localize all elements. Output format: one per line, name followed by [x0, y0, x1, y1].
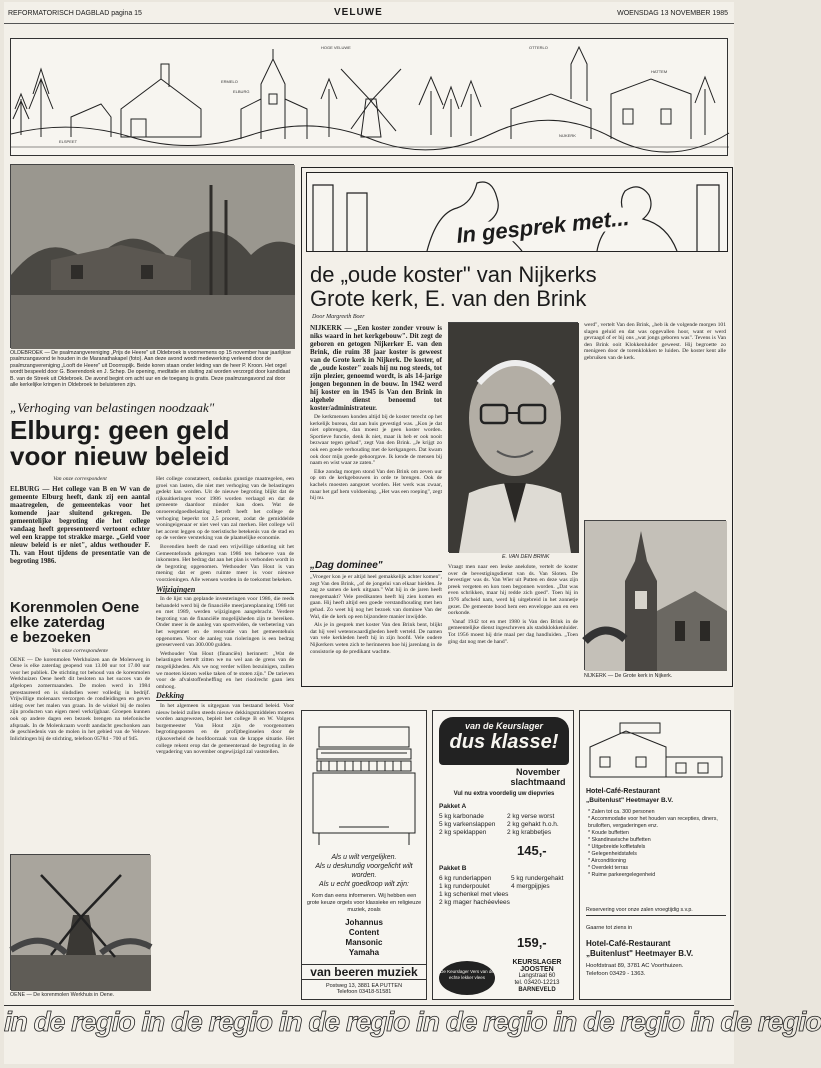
banner-caption-5: NIJKERK	[559, 133, 576, 138]
gesprek-byline: Door Margreeth Boer	[312, 314, 365, 320]
orgel-drawing	[309, 717, 419, 847]
banner-caption-2: OTTERLO	[529, 45, 548, 50]
hotel-feature-6: * Airconditioning	[588, 858, 626, 864]
hotel-name-4: „Buitenlust" Heetmayer B.V.	[586, 949, 694, 958]
keurslager-badge: van de Keurslager	[464, 721, 544, 731]
pakket-a-item-2: 2 kg speklappen	[439, 829, 487, 836]
hotel-buitenlust-ad	[579, 710, 731, 1000]
dag-dominee-subhead: „Dag dominee"	[310, 560, 442, 572]
elburg-column-2	[156, 476, 294, 996]
korenmolen-photo-drawing	[11, 855, 151, 991]
oldebroek-caption: OLDEBROEK — De psalmzangvereniging „Prijs de Heere" uit Oldebroek is voornemens op 15 november haar jaarlijkse psalmzangavond te houden in de Maranathakapel (foto). Aan deze avond wordt medewerking verleend door de psalmzangvereniging „Looft de Heere" uit Doornspijk. Beide koren staan onder leiding van de heer P. Kroon. Het orgel wordt bespeeld door G. Boerendonk en J. Schep. De opening, meditatie en sluiting zal worden verzorgd door kandidaat B. van de Streek uit Oldebroek. De avond begint om acht uur en de toegang is gratis. Deze psalmzangavond zal door alle kerkelijke kringen in Oldebroek te beluisteren zijn.	[10, 350, 291, 389]
page-header	[4, 2, 734, 24]
elburg-col2-p5: In het algemeen is uitgegaan van bestaand beleid. Voor nieuw beleid zullen steeds nieuwe dekkingsmiddelen moeten worden aangewezen, bepleit het college B en W. Volgens burgemeester Van Hout zijn de voorgenomen begrotingsposten en de profijtbeginselen door de rijksoverheid de hoofdoorzaak van de krappe situatie. Het college rekent erop dat de gemeenteraad de begroting in de vergadering van november ongewijzigd zal vaststellen.	[156, 703, 294, 756]
gesprek-col2-p1: werd", vertelt Van den Brink, „heb ik de volgende morgen 101 slagen geluid en dat was opgevallen hoor, want er werd gevraagd of er bij ons „wat jongs geboren was". Tevens is Van den Brink ooit Klokkenluider geweest. Hij begroette zo menigeen door de torenklokken te luiden. De koster kent alle gebruiken van de kerk.	[584, 322, 726, 361]
pakket-b-item-5: 4 mergpijpjes	[511, 883, 550, 890]
banner-caption-6: HATTEM	[651, 69, 668, 74]
pakket-b-item-4: 5 kg rundergehakt	[511, 875, 564, 882]
in-de-regio-strip	[4, 1005, 821, 1037]
elburg-byline: Van onze correspondent	[53, 476, 107, 482]
orgel-phone: Telefoon 03418-51581	[336, 989, 392, 995]
pakket-a-item-1: 5 kg varkenslappen	[439, 821, 496, 828]
orgel-body: Kom dan eens informeren. Wij hebben een grote keuze orgels voor klassieke en religieuze muziek, zoals	[306, 893, 422, 913]
hotel-address: Hoofdstraat 89, 3781 AC Voorthuizen.	[586, 963, 684, 969]
pakket-a-item-0: 5 kg karbonade	[439, 813, 484, 820]
gesprek-column-2b	[448, 564, 578, 682]
hotel-name-3: Hotel-Café-Restaurant	[586, 939, 671, 948]
gesprek-headline-1: de „oude koster" van Nijkerks	[310, 262, 597, 287]
banner-drawing	[11, 39, 729, 157]
korenmolen-byline: Van onze correspondente	[51, 648, 109, 654]
gesprek-col2-p3: Vanaf 1942 tot en met 1980 is Van den Brink in de gemeentelijke dienst ingeschreven als stadsklokkenluider. Tot 1956 moest hij drie maal per dag handluiden. „Toen ging dat nog met de hand".	[448, 618, 578, 645]
orgel-slogan-3: Als u echt goedkoop wilt zijn:	[319, 881, 409, 888]
pakket-a-price: 145,-	[517, 843, 547, 858]
elburg-col2-p1: Het college constateert, ondanks gunstige maatregelen, een groei van lasten, die niet met verhoging van de belastingen gedekt kan worden. Uit de nieuwe begroting blijkt dat de rijksuitkeringen voor 1986 worden verlaagd en dat de gemeente daardoor minder kan doen. Wat de onroerendgoedbelasting betreft heeft het college de verhoging beperkt tot 2,5 procent, zodat de gemiddelde woningeigenaar er niet veel van zal merken. Het college wil het accent leggen op de toeristische betekenis van de stad en op de verdere versterking van de plaatselijke economie.	[156, 476, 294, 542]
keurslager-tagline: Vul nu extra voordelig uw diepvries	[453, 791, 555, 797]
hotel-drawing	[586, 717, 726, 781]
keurslager-shop: KEURSLAGER JOOSTEN	[512, 959, 562, 973]
korenmolen-body: OENE — De korenmolen Werkhuizen aan de Molenweg in Oene is elke zaterdag geopend van 13.00 uur tot 17.00 uur voor het publiek. De stichting tot behoud van de korenmolen Werkhuizen Oene heeft dit besloten na het succes van de afgelopen zomermaanden. De molen werd in 1984 gerestaureerd en is sindsdien weer volledig in bedrijf. Vrijwillige molenaars verzorgen de rondleidingen en geven uitleg over het malen van graan. In de winkel bij de molen zijn producten van eigen meel verkrijgbaar. Groepen kunnen ook op andere dagen een bezoek brengen na telefonische afspraak. In de Molenkraam wordt aandacht geschonken aan de geschiedenis van de molen in het gebied van de Veluwe. Inlichtingen bij de stichting, telefoon 05784 - 700 of 945.	[10, 656, 150, 742]
van-beeren-logo: van beeren muziek	[302, 964, 426, 980]
korenmolen-headline-3: e bezoeken	[10, 629, 91, 646]
orgel-brand-2: Mansonic	[345, 938, 383, 947]
elburg-col2-p2: Bovendien heeft de raad een vrijwillige uitkering uit het Gemeentefonds gekregen van 1986 ten behoeve van de inkomsten. Het bedrag dat aan het plan is verbonden wordt in de begroting opgenomen. Wethouder Van Hout is van mening dat er geen ruimte meer is voor nieuwe voorzieningen. Alle wensen worden in de toekomst bekeken.	[156, 543, 294, 583]
orgel-brand-3: Yamaha	[348, 948, 380, 957]
orgel-slogan-2: Als u deskundig voorgelicht wilt worden.	[315, 863, 413, 879]
elburg-col2-p4: Wethouder Van Hout (financiën) herinnert: „Wat de belastingen betreft zitten we nu wel aan de grens van de mogelijkheden. Als we nog verder willen bezuinigen, zullen we moeten kiezen welke taken of te stoten zijn." De tarieven voor de afvalstoffenheffing en het rioolrecht gaan iets omhoog.	[156, 650, 294, 690]
orgel-slogan-1: Als u wilt vergelijken.	[331, 854, 397, 861]
hotel-feature-4: * Uitgebreide koffietafels	[588, 844, 646, 850]
pakket-b-label: Pakket B	[439, 865, 467, 872]
keurslager-city: BARNEVELD	[518, 987, 556, 993]
keurslager-logo: De Keurslager Vers van de echte lekker vlees	[439, 961, 495, 995]
hotel-feature-2: * Koude buffetten	[588, 830, 629, 836]
gesprek-col1-p4: Als je in gesprek met koster Van den Brink bent, blijkt dat hij veel wetenswaardigheden heeft verteld. De namen van vele kerkleden heeft hij in zijn hoofd. Vele oudere Nijkerkers weten zich te herinneren hoe hij jarenlang in de consistorie op de predikant wachtte.	[310, 622, 442, 655]
nijkerk-church-photo	[584, 520, 726, 670]
keurslager-header	[439, 717, 569, 765]
hotel-feature-1: * Accommodatie voor het houden van recepties, diners, bruiloften, vergaderingen enz.	[588, 816, 718, 829]
banner-trees	[13, 69, 715, 137]
banner-caption-4: ELBURG	[233, 89, 250, 94]
pakket-a-item-5: 2 kg krabbetjes	[507, 829, 552, 836]
korenmolen-photo	[10, 854, 150, 990]
hotel-feature-7: * Overdekt terras	[588, 865, 629, 871]
hotel-features	[588, 809, 726, 879]
gesprek-col1-p3: „Vroeger kon je er altijd heel gemakkelijk achter komen", zegt Van den Brink, „of de jongelui van elkaar hielden. Je zag ze samen de kerk uitgaan." Wat hij in de jaren heeft meegemaakt? Vele predikanten heeft hij zien komen en gaan. Hij heeft altijd een goede verstandhouding met hen gehad. Zo weet hij nog het bezoek van dominee Van der Wal, die de kerk op een bijzondere manier inwijdde.	[310, 574, 442, 620]
gesprek-col1-p1: De kerkmensen konden altijd bij de koster terecht op het kerkelijk bureau, dat aan huis gevestigd was. „Kon je dat niet opbrengen, dan moest je geen koster worden. Sportieve functie, denk ik niet, maar ik heb er ook nooit bezwaar tegen gehad", zegt Van den Brink. „Je krijgt zo ook een goede verhouding met de kerkgangers. Dat kwam ook door mijn goede gehoorgave. Ik kende de mensen bij naam en wist waar ze zaten."	[310, 414, 442, 467]
elburg-lead: ELBURG — Het college van B en W van de gemeente Elburg heeft, dank zij een aantal maatregelen, de gemeentekas voor het komende jaar sluitend gekregen. De gemeentelijke begroting die het college vandaag heeft gepresenteerd vertoont echter wel een krappe tot strakke marge. „Geld voor nieuw beleid is er niet", aldus wethouder F. Th. van Hout tijdens de presentatie van de begroting 1986.	[10, 484, 150, 565]
oldebroek-photo	[10, 164, 294, 348]
header-section: VELUWE	[334, 7, 383, 18]
elburg-subhead-wijzigingen: Wijzigingen	[156, 587, 294, 595]
orgel-brand-0: Johannus	[345, 918, 383, 927]
in-gesprek-met-article	[301, 167, 733, 687]
nijkerk-caption: NIJKERK — De Grote kerk in Nijkerk.	[584, 673, 673, 679]
pakket-b-item-3: 2 kg mager hachéevlees	[439, 899, 510, 906]
elburg-subhead-dekking: Dekking	[156, 693, 294, 701]
portrait-caption: E. VAN DEN BRINK	[502, 554, 550, 560]
gesprek-lead: NIJKERK — „Een koster zonder vrouw is niks waard in het kerkgebouw". Dit zegt de geboren en getogen Nijkerker E. van den Brink, die ruim 38 jaar koster is geweest van de Grote kerk in Nijkerk. De koster, of de „oude koster" zoals hij nu nog steeds, tot zijn plezier, genoemd wordt, is als 14-jarige jongen begonnen in de bouw. In 1942 werd hij koster en in 1945 is Van den Brink in algehele dienst benoemd tot koster/administrateur.	[310, 324, 442, 412]
gesprek-banner-title: In gesprek met...	[451, 207, 634, 248]
keurslager-contact	[501, 959, 573, 994]
korenmolen-text	[10, 648, 150, 850]
hotel-feature-0: * Zalen tot ca. 300 personen	[588, 809, 655, 815]
banner-caption-1: HOGE VELUWE	[321, 45, 351, 50]
hotel-name-1: Hotel-Café-Restaurant	[586, 788, 660, 795]
orgel-address: Postweg 13, 3881 EA PUTTEN	[325, 983, 403, 989]
pakket-a-label: Pakket A	[439, 803, 467, 810]
keurslager-month: November slachtmaand	[510, 767, 566, 787]
pakket-b-item-2: 1 kg schenkel met vlees	[439, 891, 509, 898]
gesprek-headline-2: Grote kerk, E. van den Brink	[310, 286, 587, 311]
elburg-col2-p3: In de lijst van geplande investeringen voor 1986, die reeds behandeld werd bij de financiële meerjarenplanning 1986 tot en met 1989, werden wijzigingen aangebracht. Verdere begroting van de financiële mogelijkheden zijn te bereiken. Onder meer is de aanleg van sportvelden, de verbetering van het wegennet en de renovatie van het gemeentehuis opgenomen. Voor de aanleg van rioleringen is een bedrag gereserveerd van 300.000 gulden.	[156, 596, 294, 649]
elburg-column-1	[10, 476, 150, 594]
orgel-brand-1: Content	[348, 928, 380, 937]
header-date: WOENSDAG 13 NOVEMBER 1985	[617, 10, 728, 17]
gesprek-column-3	[584, 322, 726, 514]
van-beeren-orgel-ad	[301, 710, 427, 1000]
keurslager-street: Langstraat 60	[518, 973, 556, 979]
nijkerk-church-drawing	[585, 521, 727, 671]
pakket-b-price: 159,-	[517, 935, 547, 950]
hotel-welcome: Gaarne tot ziens in	[586, 925, 633, 931]
in-de-regio-text: in de regio in de regio in de regio in de regio in de regio in de regio	[4, 1006, 821, 1037]
hotel-feature-8: * Ruime parkeergelegenheid	[588, 872, 656, 878]
pakket-b-item-0: 6 kg runderlappen	[439, 875, 492, 882]
van-den-brink-portrait	[448, 322, 578, 552]
hotel-feature-3: * Skandinavische buffetten	[588, 837, 651, 843]
elburg-kicker: „Verhoging van belastingen noodzaak"	[10, 400, 215, 415]
veluwe-banner-illustration	[10, 38, 728, 156]
pakket-a-item-4: 2 kg gehakt h.o.h.	[507, 821, 559, 828]
keurslager-headline: dus klasse!	[449, 731, 559, 753]
hotel-name-2: „Buitenlust" Heetmayer B.V.	[586, 797, 674, 804]
pakket-a-item-3: 2 kg verse worst	[507, 813, 555, 820]
hotel-phone: Telefoon 03429 - 1363.	[586, 971, 646, 977]
banner-caption-0: ELSPEET	[59, 139, 78, 144]
oldebroek-photo-drawing	[11, 165, 295, 349]
elburg-headline-2: voor nieuw beleid	[10, 441, 230, 471]
korenmolen-headline-1: Korenmolen Oene	[10, 599, 140, 616]
gesprek-column-1b	[310, 574, 442, 682]
korenmolen-headline-2: elke zaterdag	[10, 614, 106, 631]
gesprek-col2-p2: Vraagt men naar een leuke anekdote, vertelt de koster over de bevestigingsdienst van ds. Van Sloten. De bevestiger was ds. Van Wier uit Putten en deze was zijn preek vergeten en kon toen begonnen worden. „Dat was even schrikken, maar hij redde zich goed". Toen hij in 1976 afscheid nam, werd hij uitgebreid in het zonnetje gezet. De gemeente bood hem een enveloppe aan en een oorkonde.	[448, 564, 578, 617]
header-paper-name: REFORMATORISCH DAGBLAD pagina 15	[8, 10, 142, 17]
keurslager-phone: tel. 03420-12213	[514, 980, 560, 986]
hotel-reserve: Reservering voor onze zalen vroegtijdig s.v.p.	[586, 907, 726, 916]
elburg-headline-1: Elburg: geen geld	[10, 415, 230, 445]
newspaper-page	[4, 2, 821, 1064]
portrait-drawing	[449, 323, 579, 553]
pakket-b-item-1: 1 kg runderpoulet	[439, 883, 490, 890]
gesprek-col1-p2: Elke zondag morgen stond Van den Brink om zeven uur op om de kerkgebouwen in orde te brengen. Ook de kachels moesten aangezet worden. Het werk was zwaar, maar het gaf hem voldoening. „Het was een roeping", zegt hij nu.	[310, 468, 442, 502]
keurslager-ad	[432, 710, 574, 1000]
korenmolen-caption: OENE — De korenmolen Werkhuis in Oene.	[10, 992, 115, 998]
hotel-feature-5: * Gelegenheidstafels	[588, 851, 637, 857]
banner-caption-3: ERMELO	[221, 79, 238, 84]
